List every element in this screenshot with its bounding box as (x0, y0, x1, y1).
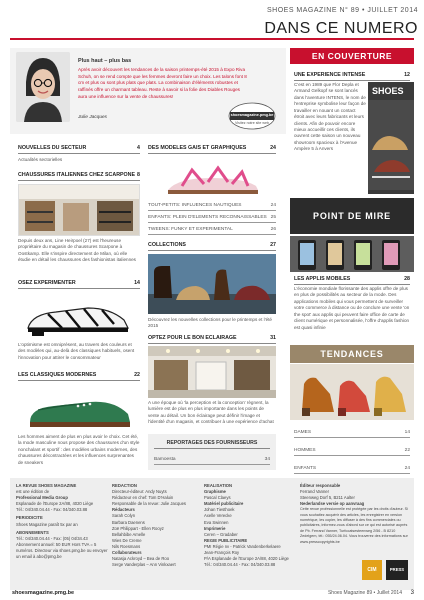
toc-line-hommes[interactable] (294, 448, 410, 456)
mobile-apps-image (290, 236, 414, 272)
colophon-line: Ceren – Gradaber (204, 531, 238, 537)
scarpone-text: Depuis deux ans, Line Heirpoel (27) est l'heureuse propriétaire du magasin de chaussures Scarpone à Oostkamp. Elle s'inspire directement de Milan, où elle étudie en détail les chaussures des fashionistas italiennes (18, 238, 136, 263)
colophon-line: Collaborateurs (112, 550, 142, 556)
kids-sandal-image (148, 156, 276, 200)
colophon-line: Nils Roesmans (112, 543, 141, 549)
colophon-col-legal (300, 483, 410, 545)
toc-line-tweens[interactable] (148, 227, 276, 235)
toc-label: TOUT-PETITS: INFLUENCES NAUTIQUES (148, 203, 242, 208)
colophon-line: est une édition de (16, 489, 50, 495)
page-number: 24 (404, 465, 410, 471)
colophon-line: Directeur-éditeur: Andy Nuyts (112, 489, 167, 495)
page-number: 4 (137, 145, 140, 151)
page-number: 25 (270, 214, 276, 220)
page-number: 28 (404, 276, 410, 282)
colophon-line: Shoes Magazine paraît 5x par an (16, 521, 78, 527)
experience-text: C'est en 1989 que Flor Depla et Armand Gelkopf se sont lancés dans l'aventure INTENS, le nom de l'entreprise symbolise leur façon de travailler en nouant un contact étroit avec leurs fabricants et leurs clients. Afin de pouvoir encore mieux accueillir ces clients, ils ouvrent cette saison un nouveau showroom spacieux à l'Avenue Ampère 5 à Anvers (294, 82, 366, 152)
toc-label: ENFANTS (294, 465, 317, 471)
toc-label: HOMMES (294, 447, 316, 453)
colophon-line: Imprimerie (204, 525, 226, 531)
colophon-line: REDACTION (112, 483, 137, 488)
cover-logo: SHOES (372, 86, 404, 96)
page-number-footer: 3 (410, 590, 414, 596)
seal-url: shoesmagazine.pmg.be (230, 113, 274, 117)
section-title: COLLECTIONS (148, 242, 186, 248)
footer-issue: Shoes Magazine 89 • Juillet 2014 (327, 590, 402, 596)
section-scarpone[interactable] (18, 172, 140, 181)
colophon-line: Barbara Daenens (112, 519, 145, 525)
page-number: 22 (134, 372, 140, 378)
green-suede-shoe-image (18, 384, 140, 432)
colophon-line: Matériel publicitaire (204, 501, 244, 507)
colophon-line: REALISATION (204, 483, 233, 488)
edito-signature: Julie Jacques (78, 115, 108, 120)
point-de-mire-banner: POINT DE MIRE (290, 198, 414, 234)
colophon-line: Tél.: 04/340.04.44 - Fax: (05) 04/34.43 (16, 535, 88, 541)
colophon-line: Natasja Ackroyd – Bea de Roo (112, 556, 170, 562)
edito-text: Après avoir découvert les tendances de la saison printemps-été 2015 à Expo Riva Schuh, on se rend compte que les femmes devront faire un choix. Les talons font 8 cm et plus ou sont plus plats que plats. La combinaison d'éléments robustes et raffinés offre un charmant tableau. Reste à savoir si la folie des Diables Rouges aura une influence sur la vente de chaussures! (78, 67, 247, 99)
colophon-line: Serge Vanderplas – Ann Vinkxaert (112, 562, 176, 568)
section-title: LES APPLIS MOBILES (294, 276, 351, 282)
section-title: UNE EXPERIENCE INTENSE (294, 72, 366, 78)
reportages-box[interactable] (148, 434, 276, 470)
section-title: OSEZ EXPERIMENTER (18, 280, 76, 286)
colophon-line: Pascal Claeys (204, 495, 231, 501)
colophon-line: P/A Esplanade de l'Europe 2A/88, 4020 Liège (204, 556, 289, 562)
colophon-col-publisher (16, 483, 108, 560)
section-nouvelles[interactable] (18, 145, 140, 154)
tendances-shoes-image (290, 364, 414, 420)
toc-line-enfants[interactable] (148, 215, 276, 223)
tendances-banner: TENDANCES (290, 345, 414, 363)
page-number: 24 (270, 145, 276, 151)
applis-text: L'économie mondiale florissante des applis offre de plus en plus de possibilités au secteur de la mode. Des applications mobiles qui vous permettent de surveiller votre commerce à distance ou de conclure une vente 'on the spot' aux applis qui peuvent faire office de carte de client numérique et personnalisée, l'offre d'applis fashion est quasi infinie (294, 286, 410, 330)
section-title: CHAUSSURES ITALIENNES CHEZ SCARPONE (18, 172, 136, 178)
toc-label: DAMES (294, 430, 312, 435)
colophon-line: Nederlandse versie op aanvraag (300, 501, 365, 507)
footer-url[interactable]: shoesmagazine.pmg.be (12, 590, 75, 596)
page-number: 26 (270, 226, 276, 232)
seal-caption: Visitez notre site web (235, 121, 269, 125)
cover-thumbnail (368, 82, 414, 194)
editor-portrait (16, 52, 70, 122)
page-number: 24 (270, 203, 276, 208)
section-title: LES CLASSIQUES MODERNES (18, 372, 97, 378)
colophon-line: Rédacteurs (112, 507, 135, 513)
page-number: 8 (137, 172, 140, 178)
section-title: DES MODELES GAIS ET GRAPHIQUES (148, 145, 247, 151)
page-number: 12 (404, 72, 410, 78)
press-logo: PRESS (386, 560, 408, 580)
section-experimenter[interactable] (18, 280, 140, 289)
colophon-line: Ferrand Vanner (300, 489, 330, 495)
section-title: NOUVELLES DU SECTEUR (18, 145, 87, 151)
colophon-line: Wies De Creme (112, 537, 142, 543)
reportages-title: REPORTAGES DES FOURNISSEURS (154, 440, 270, 449)
collections-text: Découvrez les nouvelles collections pour le printemps et l'été 2015 (148, 317, 272, 329)
title-rule (10, 38, 414, 40)
colophon-line: Steenweg Dorf 5, B211 Aalter (300, 495, 355, 501)
colophon-line: Graphisme (204, 489, 226, 495)
toc-line-dames[interactable] (294, 430, 410, 438)
colophon-col-realisation (204, 483, 296, 568)
couverture-banner: EN COUVERTURE (290, 48, 414, 64)
page-number: 22 (404, 447, 410, 453)
page-number: 14 (404, 430, 410, 435)
page-title: DANS CE NUMERO (264, 20, 418, 37)
edito-heading: Plus haut – plus bas (78, 58, 132, 64)
colophon-line: Esplanade de l'Europe 2A/88, 4020 Liège (16, 501, 94, 507)
black-white-shoe-image (18, 292, 140, 338)
colophon-line: Axelle Verecke (204, 513, 232, 519)
colophon-line: LA REVUE SHOES MAGAZINE (16, 483, 77, 488)
eclairage-text: A une époque où 'la perception et la conception' règnent, la lumière est de plus en plus importante dans les points de vente au détail. Un bon éclairage peut définir l'image et l'identité d'un magasin, et contribuer à une expérience d'achat (148, 400, 274, 425)
section-modeles-gais[interactable] (148, 145, 276, 154)
colophon-col-redaction (112, 483, 202, 568)
classiques-text: Les hommes aiment de plus en plus avoir le choix. Cet été, la mode masculine nous propose des chaussures d'un style nonchalant et sportif : des modèles urbains modernes, des chaussures décontractées et les influences surprenantes de sneakers (18, 434, 140, 465)
section-experience-intense[interactable] (294, 72, 410, 81)
toc-line-toutpetits[interactable] (148, 203, 276, 211)
toc-label: Bamoesta (154, 457, 176, 463)
page-number: 27 (270, 242, 276, 248)
section-applis[interactable] (294, 276, 410, 285)
colophon-line: Sarah Colyn (112, 513, 136, 519)
page-number: 14 (134, 280, 140, 286)
section-title: OPTEZ POUR LE BON ECLAIRAGE (148, 335, 237, 341)
colophon-line: REGIE PUBLICITAIRE (204, 537, 248, 543)
website-seal[interactable] (228, 102, 276, 130)
colophon-line: PMI Régie nv - Patrick Vandenberkelaere (204, 543, 281, 549)
colophon-line: PERIODICITE (16, 515, 43, 521)
reportages-line[interactable] (154, 457, 270, 465)
toc-label: TWEENS: FUNKY ET EXPERIMENTAL (148, 226, 233, 232)
colophon-line: Abonnement annuel: 50 EUR Hors TVA = 5 numéros. Directeur via shoes.pmg.be ou envoyer un email à abo@pmg.be (16, 541, 108, 560)
shop-interior-photo (18, 184, 140, 236)
toc-line-enfants[interactable] (294, 466, 410, 474)
colophon-line: Jean-François Roy (204, 550, 240, 556)
colophon-line: Responsable de la revue: Julie Jacques (112, 501, 187, 507)
colophon-line: Professional Media Group (16, 495, 68, 501)
colophon-line: Bellahbibe Amelle (112, 531, 146, 537)
collections-shoes-image (148, 254, 276, 314)
colophon-line: Eva Swinnen (204, 519, 229, 525)
colophon-line: Éditeur responsable (300, 483, 341, 488)
section-eclairage[interactable] (148, 335, 276, 344)
colophon-line: ABONNEMENTS (16, 529, 49, 535)
colophon-line: Johan Tiesthoek (204, 507, 235, 513)
colophon-line: Cette revue professionnelle est protégée par les droits d'auteur. Si vous souhaitez acquérir des articles, les enregistrer en version numérique, les copier, les diffuser à des fins commerciales ou publicitaires, informez-vous d'abord sur ce qui est autorisé auprès de Pb. Ferrand Vanner, Turfcoatsesteenweg 2/56 - B 8210 Zedelgem, tél.: 055/24.06.04. Vous trouverez des informations sur www.presscopyrights.be (300, 507, 408, 544)
cim-logo: CIM (362, 560, 382, 580)
colophon-line: Tél.: 04/340.04.44 - Fax: 04/340.03.88 (16, 507, 88, 513)
page-number: 31 (270, 335, 276, 341)
section-subtitle: Actualités sectorielles (18, 157, 63, 163)
experimenter-text: L'optimisme est omniprésent, au travers des couleurs et des modèles qui, au-delà des classiques habituels, osent l'innovation pour attirer le consommateur (18, 342, 135, 360)
toc-label: ENFANTS: PLEIN D'ELEMENTS RECONNAISSABLES (148, 214, 267, 220)
section-collections[interactable] (148, 242, 276, 251)
colophon-line: Tél.: 04/340.04.44 - Fax: 04/340.03.88 (204, 562, 276, 568)
colophon-line: Zoë Philippart - Ellen Rooyz (112, 525, 164, 531)
magazine-issue-line: SHOES MAGAZINE N° 89 • JUILLET 2014 (266, 7, 418, 14)
page-number: 34 (264, 457, 270, 463)
colophon-line: Rédacteur en chef: Tom D'Haluin (112, 495, 174, 501)
store-lighting-image (148, 346, 276, 398)
section-classiques[interactable] (18, 372, 140, 381)
